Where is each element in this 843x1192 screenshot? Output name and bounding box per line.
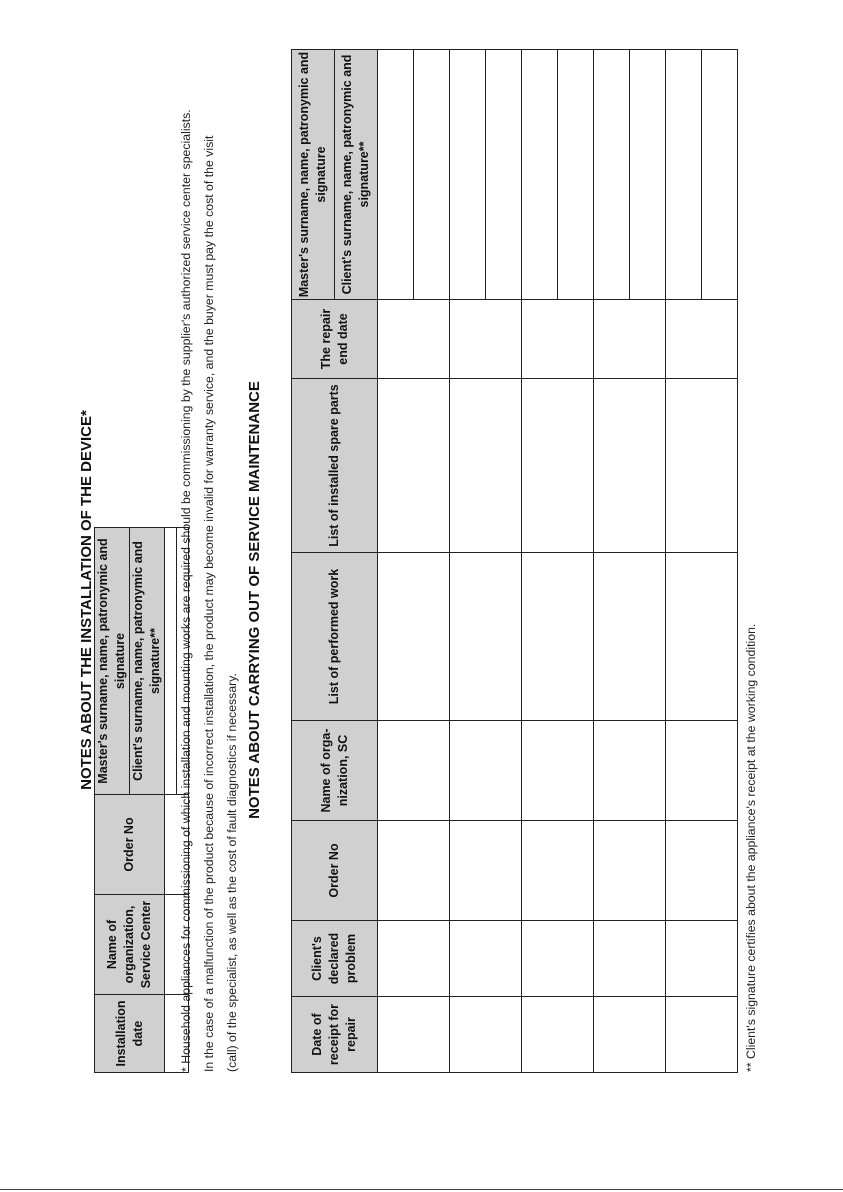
- declared-problem-cell[interactable]: [594, 921, 666, 997]
- performed-work-cell[interactable]: [450, 553, 522, 721]
- spare-parts-cell[interactable]: [378, 379, 450, 553]
- declared-problem-cell[interactable]: [450, 921, 522, 997]
- date-receipt-cell[interactable]: [450, 997, 522, 1073]
- client-signature-cell[interactable]: [486, 50, 522, 300]
- client-signature-header: Client's surname, name, patronymic and signature**: [130, 528, 165, 795]
- performed-work-cell[interactable]: [594, 553, 666, 721]
- note-line-2: In the case of a malfunction of the product because of incorrect installation, the product may become invalid for warranty service, and the buyer must pay the cost of the visit: [202, 135, 216, 1072]
- client-signature-cell[interactable]: [702, 50, 738, 300]
- order-no-cell[interactable]: [450, 821, 522, 921]
- spare-parts-header: List of installed spare parts: [292, 379, 378, 553]
- organization-header: Name of orga-nization, SC: [292, 721, 378, 821]
- spare-parts-cell[interactable]: [450, 379, 522, 553]
- footnote: ** Client's signature certifies about the appliance's receipt at the working condition.: [744, 623, 758, 1072]
- date-receipt-cell[interactable]: [594, 997, 666, 1073]
- note-line-3: (call) of the specialist, as well as the cost of fault diagnostics if necessary.: [225, 673, 239, 1072]
- maintenance-title: NOTES ABOUT CARRYING OUT OF SERVICE MAINTENANCE: [246, 381, 263, 819]
- order-no-header: Order No: [95, 795, 165, 895]
- end-date-cell[interactable]: [450, 300, 522, 379]
- end-date-cell[interactable]: [594, 300, 666, 379]
- organization-cell[interactable]: [450, 721, 522, 821]
- declared-problem-header: Client's declared problem: [292, 921, 378, 997]
- page-bottom-rule: [0, 1189, 843, 1190]
- master-signature-cell[interactable]: [666, 50, 702, 300]
- master-signature-header: Master's surname, name, patronymic and signature: [95, 528, 130, 795]
- performed-work-cell[interactable]: [378, 553, 450, 721]
- maintenance-table: [291, 49, 738, 1073]
- master-signature-cell[interactable]: [594, 50, 630, 300]
- order-no-cell[interactable]: [378, 821, 450, 921]
- date-receipt-header: Date of receipt for repair: [292, 997, 378, 1073]
- organization-cell[interactable]: [594, 721, 666, 821]
- spare-parts-cell[interactable]: [666, 379, 738, 553]
- date-receipt-cell[interactable]: [666, 997, 738, 1073]
- master-signature-cell[interactable]: [378, 50, 414, 300]
- client-signature-cell[interactable]: [558, 50, 594, 300]
- organization-header: Name of organization, Service Center: [95, 895, 165, 995]
- performed-work-cell[interactable]: [666, 553, 738, 721]
- installation-title: NOTES ABOUT THE INSTALLATION OF THE DEVICE*: [78, 410, 95, 790]
- declared-problem-cell[interactable]: [378, 921, 450, 997]
- client-signature-cell[interactable]: [414, 50, 450, 300]
- performed-work-cell[interactable]: [522, 553, 594, 721]
- client-signature-header: Client's surname, name, patronymic and signature**: [335, 50, 378, 300]
- end-date-cell[interactable]: [522, 300, 594, 379]
- order-no-cell[interactable]: [522, 821, 594, 921]
- master-signature-cell[interactable]: [165, 528, 177, 795]
- spare-parts-cell[interactable]: [522, 379, 594, 553]
- installation-table: [94, 527, 189, 1073]
- performed-work-header: List of performed work: [292, 553, 378, 721]
- organization-cell[interactable]: [522, 721, 594, 821]
- organization-cell[interactable]: [378, 721, 450, 821]
- client-signature-cell[interactable]: [630, 50, 666, 300]
- order-no-header: Order No: [292, 821, 378, 921]
- master-signature-header: Master's surname, name, patronymic and signature: [292, 50, 335, 300]
- installation-date-header: Installation date: [95, 995, 165, 1073]
- date-receipt-cell[interactable]: [378, 997, 450, 1073]
- end-date-cell[interactable]: [666, 300, 738, 379]
- master-signature-cell[interactable]: [450, 50, 486, 300]
- order-no-cell[interactable]: [666, 821, 738, 921]
- end-date-cell[interactable]: [378, 300, 450, 379]
- master-signature-cell[interactable]: [522, 50, 558, 300]
- declared-problem-cell[interactable]: [522, 921, 594, 997]
- spare-parts-cell[interactable]: [594, 379, 666, 553]
- end-date-header: The repair end date: [292, 300, 378, 379]
- date-receipt-cell[interactable]: [522, 997, 594, 1073]
- organization-cell[interactable]: [666, 721, 738, 821]
- rotated-form-sheet: [0, 50, 843, 1150]
- note-line-1: * Household appliances for commissioning of which installation and mounting works are required should be commissioning by the supplier's authorized service center specialists.: [179, 109, 193, 1072]
- declared-problem-cell[interactable]: [666, 921, 738, 997]
- order-no-cell[interactable]: [594, 821, 666, 921]
